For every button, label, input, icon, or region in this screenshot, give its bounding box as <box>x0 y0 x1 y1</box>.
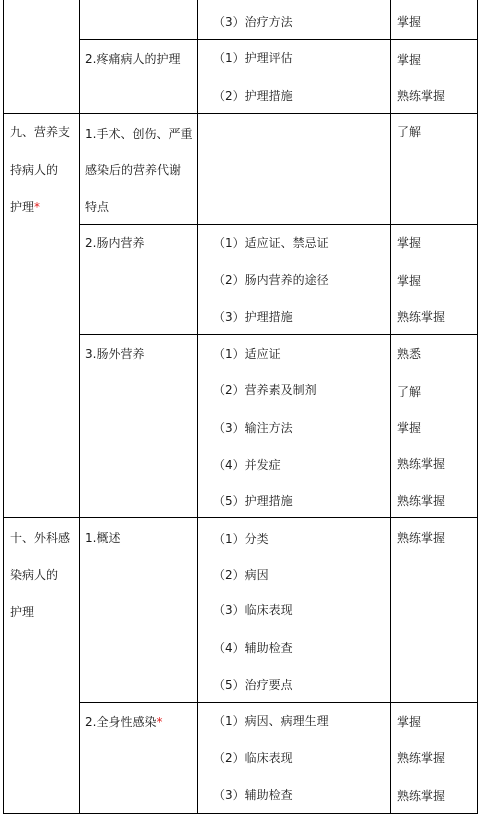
requirement-label: 掌握 <box>397 15 422 29</box>
chapter-title-line: 染病人的 <box>10 568 59 582</box>
content-item: （2）肠内营养的途径 <box>213 273 329 287</box>
chapter-title-line: 持病人的 <box>10 163 59 177</box>
requirement-label: 熟悉 <box>397 347 422 361</box>
content-item: （1）护理评估 <box>213 51 293 65</box>
chapter-title-text: 护理 <box>10 200 35 214</box>
content-item: （3）临床表现 <box>213 603 293 617</box>
requirement-label: 熟练掌握 <box>397 89 446 103</box>
content-item: （3）护理措施 <box>213 310 293 324</box>
row-divider <box>3 517 478 518</box>
content-item: （5）护理措施 <box>213 494 293 508</box>
requirement-label: 掌握 <box>397 715 422 729</box>
row-divider <box>79 224 478 225</box>
topic-title: 1.概述 <box>85 531 121 545</box>
requirement-label: 熟练掌握 <box>397 531 446 545</box>
requirement-label: 熟练掌握 <box>397 494 446 508</box>
border-bottom <box>3 813 478 814</box>
topic-title: 2.疼痛病人的护理 <box>85 52 181 66</box>
chapter-title-line: 九、营养支 <box>10 125 71 139</box>
chapter-title-line <box>10 200 40 214</box>
col-divider-2 <box>197 0 198 814</box>
col-divider-1 <box>79 0 80 814</box>
border-left <box>3 0 4 814</box>
row-divider <box>79 702 478 703</box>
requirement-label: 掌握 <box>397 53 422 67</box>
row-divider <box>79 39 478 40</box>
requirement-label: 熟练掌握 <box>397 457 446 471</box>
content-item: （1）病因、病理生理 <box>213 714 329 728</box>
topic-title-text: 2.全身性感染 <box>85 715 157 729</box>
content-item: （1）适应证、禁忌证 <box>213 236 329 250</box>
topic-title: 2.肠内营养 <box>85 236 145 250</box>
content-item: （3）辅助检查 <box>213 788 293 802</box>
topic-title-line: 特点 <box>85 200 110 214</box>
chapter-title-line: 护理 <box>10 605 35 619</box>
content-item: （2）临床表现 <box>213 751 293 765</box>
topic-title: 3.肠外营养 <box>85 347 145 361</box>
requirement-label: 掌握 <box>397 274 422 288</box>
content-item: （4）并发症 <box>213 458 281 472</box>
topic-title <box>85 715 162 729</box>
content-item: （4）辅助检查 <box>213 641 293 655</box>
content-item: （2）护理措施 <box>213 89 293 103</box>
topic-title-line: 感染后的营养代谢 <box>85 163 182 177</box>
requirement-label: 熟练掌握 <box>397 751 446 765</box>
chapter-title-line: 十、外科感 <box>10 531 71 545</box>
content-item: （1）适应证 <box>213 347 281 361</box>
key-chapter-marker: * <box>34 200 41 214</box>
row-divider <box>3 113 478 114</box>
col-divider-3 <box>390 0 391 814</box>
key-topic-marker: * <box>156 715 163 729</box>
content-item: （2）病因 <box>213 568 269 582</box>
content-item: （2）营养素及制剂 <box>213 383 317 397</box>
requirement-label: 熟练掌握 <box>397 310 446 324</box>
content-item: （5）治疗要点 <box>213 678 293 692</box>
row-divider <box>79 334 478 335</box>
content-item: （1）分类 <box>213 532 269 546</box>
requirement-label: 掌握 <box>397 421 422 435</box>
content-item: （3）输注方法 <box>213 421 293 435</box>
requirement-label: 了解 <box>397 125 422 139</box>
requirement-label: 了解 <box>397 385 422 399</box>
topic-title-line: 1.手术、创伤、严重 <box>85 127 193 141</box>
border-right <box>477 0 478 814</box>
content-item: （3）治疗方法 <box>213 15 293 29</box>
requirement-label: 掌握 <box>397 236 422 250</box>
requirement-label: 熟练掌握 <box>397 789 446 803</box>
